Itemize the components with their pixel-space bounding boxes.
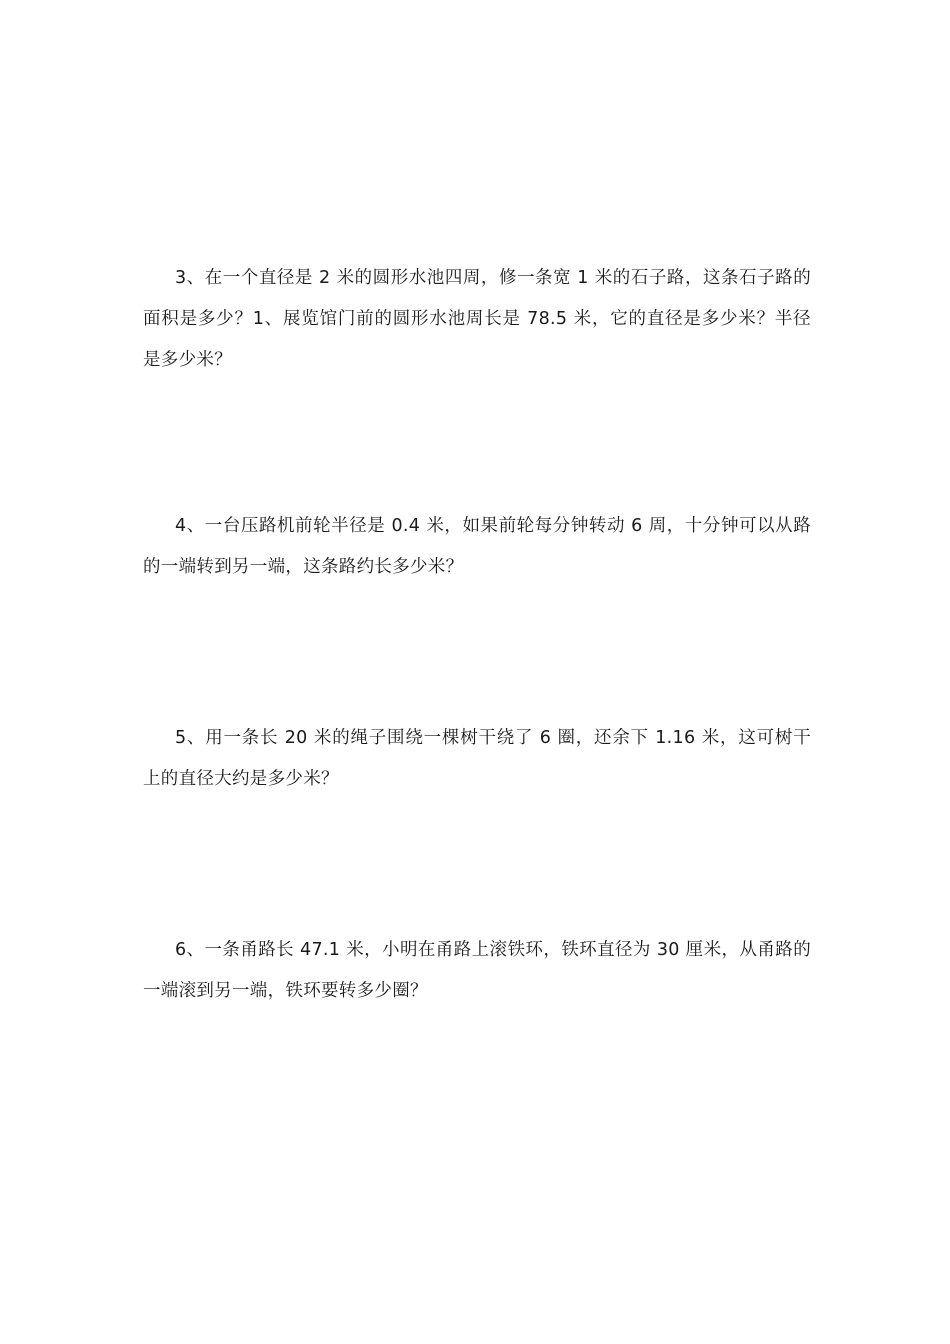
problem-6-paragraph: 6、一条甬路长 47.1 米，小明在甬路上滚铁环，铁环直径为 30 厘米，从甬路的一端滚到另一端，铁环要转多少圈？ [143, 940, 811, 1001]
problem-5-paragraph: 5、用一条长 20 米的绳子围绕一棵树干绕了 6 圈，还余下 1.16 米，这可树干上的直径大约是多少米？ [143, 728, 811, 789]
problem-4-paragraph: 4、一台压路机前轮半径是 0.4 米，如果前轮每分钟转动 6 周，十分钟可以从路的一端转到另一端，这条路约长多少米？ [143, 516, 811, 577]
problem-3-paragraph: 3、在一个直径是 2 米的圆形水池四周，修一条宽 1 米的石子路，这条石子路的面积是多少？1、展览馆门前的圆形水池周长是 78.5 米，它的直径是多少米？半径是多少米？ [143, 268, 811, 370]
